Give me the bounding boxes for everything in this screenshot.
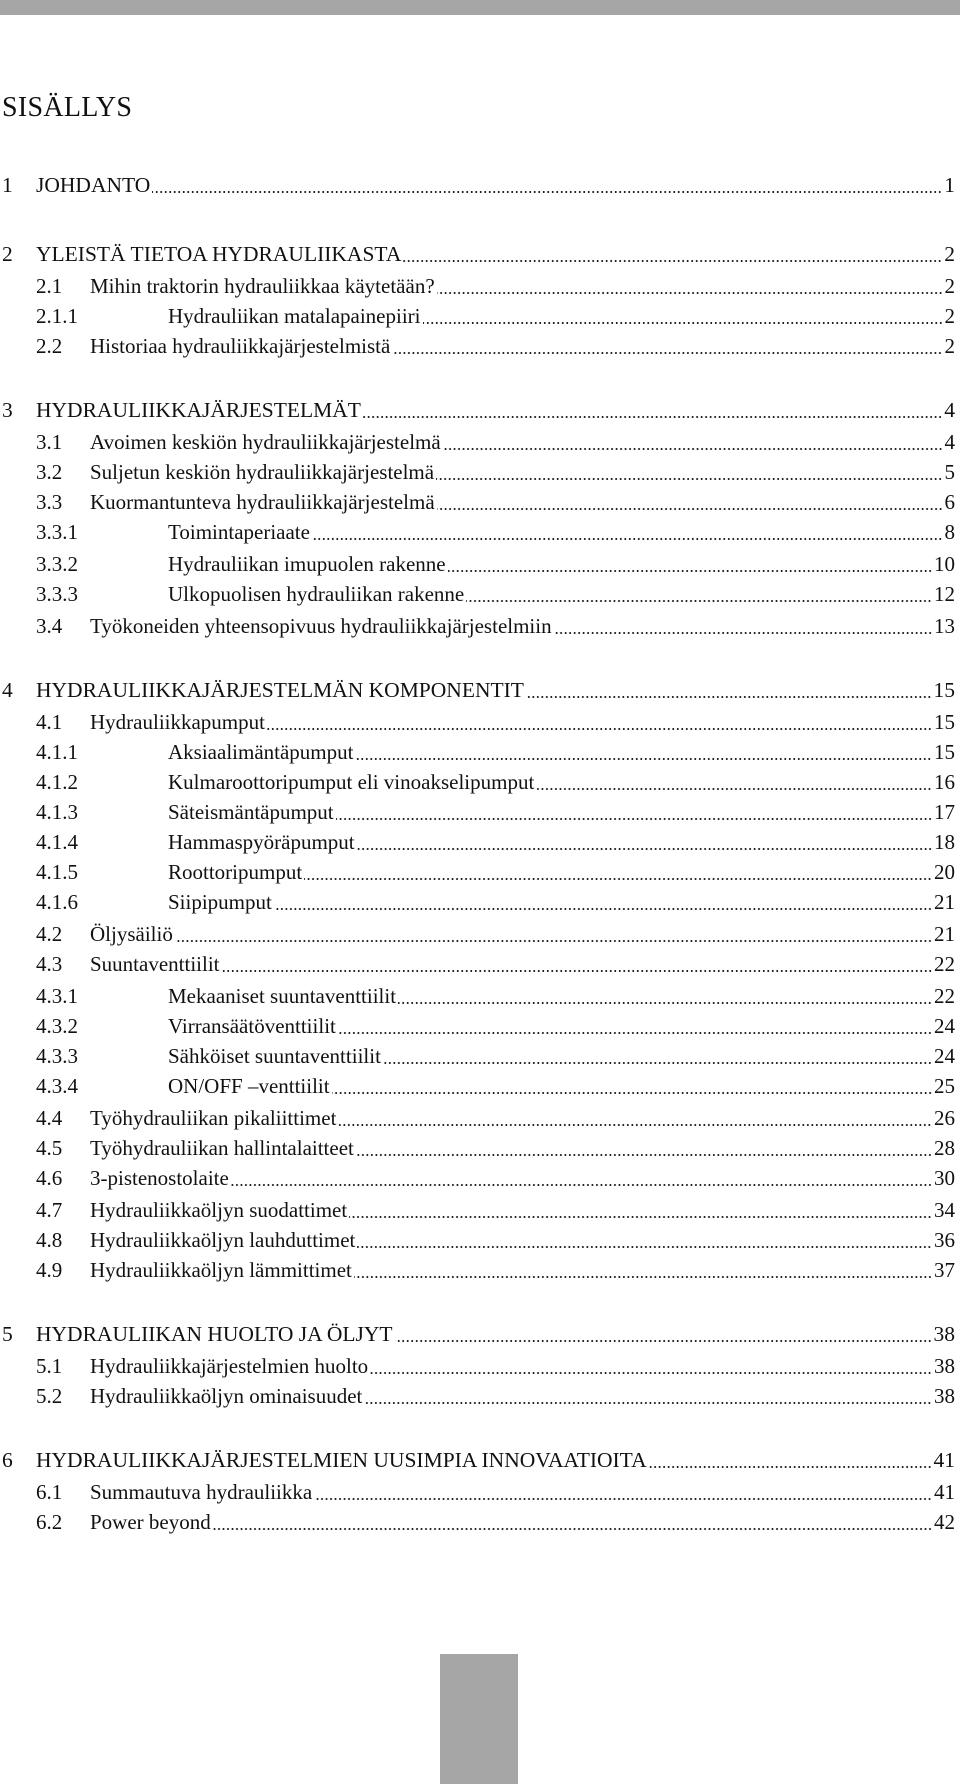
toc-entry[interactable]: [0, 920, 960, 948]
toc-dot-leader: [437, 508, 943, 510]
toc-entry-title: 3-pistenostolaite: [90, 1166, 229, 1190]
toc-entry[interactable]: [0, 828, 960, 856]
toc-entry-page: 30: [934, 1166, 955, 1190]
toc-entry-title: Siipipumput: [168, 890, 272, 914]
toc-dot-leader: [398, 1002, 932, 1004]
toc-entry-page: 8: [944, 520, 955, 544]
toc-dot-leader: [349, 1216, 932, 1218]
toc-entry-number: 2: [2, 242, 13, 266]
toc-dot-leader: [152, 191, 942, 193]
toc-entry[interactable]: [0, 1196, 960, 1224]
toc-entry-title: Hydrauliikan matalapainepiiri: [168, 304, 421, 328]
toc-dot-leader: [357, 848, 932, 850]
toc-entry-title: Hydrauliikkaöljyn suodattimet: [90, 1198, 348, 1222]
toc-entry-page: 24: [934, 1044, 955, 1068]
page-title: SISÄLLYS: [2, 92, 133, 123]
toc-entry-number: 4.1.4: [36, 830, 78, 854]
toc-entry-number: 3.3.2: [36, 552, 78, 576]
toc-entry-number: 3.2: [36, 460, 63, 484]
toc-entry[interactable]: [0, 302, 960, 330]
toc-entry-number: 3: [2, 398, 13, 422]
toc-entry-number: 5.2: [36, 1384, 63, 1408]
toc-dot-leader: [443, 448, 943, 450]
toc-dot-leader: [370, 1372, 932, 1374]
toc-entry-page: 2: [944, 274, 955, 298]
toc-entry-number: 3.4: [36, 614, 63, 638]
toc-entry-number: 6: [2, 1448, 13, 1472]
toc-entry-title: Öljysäiliö: [90, 922, 173, 946]
toc-entry-page: 15: [933, 678, 955, 702]
toc-dot-leader: [356, 1154, 932, 1156]
toc-entry[interactable]: [0, 1072, 960, 1100]
toc-entry-title: Kulmaroottoripumput eli vinoakselipumput: [168, 770, 535, 794]
toc-entry-number: 4.2: [36, 922, 63, 946]
toc-entry-number: 2.1.1: [36, 304, 78, 328]
toc-dot-leader: [536, 788, 932, 790]
toc-entry-title: Roottoripumput: [168, 860, 303, 884]
toc-entry-page: 41: [934, 1480, 955, 1504]
toc-entry[interactable]: [0, 240, 960, 268]
toc-entry-title: Hydrauliikkaöljyn lämmittimet: [90, 1258, 352, 1282]
toc-entry-title: Toimintaperiaate: [168, 520, 310, 544]
toc-entry[interactable]: [0, 1446, 960, 1474]
toc-entry-number: 4.3.2: [36, 1014, 78, 1038]
toc-dot-leader: [338, 1124, 932, 1126]
page-number-tab: [440, 1654, 518, 1784]
toc-entry[interactable]: [0, 396, 960, 424]
toc-entry-number: 4.3.3: [36, 1044, 78, 1068]
toc-entry-page: 34: [934, 1198, 955, 1222]
toc-entry-page: 36: [934, 1228, 955, 1252]
toc-entry-number: 4.6: [36, 1166, 63, 1190]
toc-entry-page: 24: [934, 1014, 955, 1038]
toc-dot-leader: [175, 940, 932, 942]
toc-dot-leader: [392, 352, 942, 354]
toc-entry-number: 4.5: [36, 1136, 63, 1160]
toc-entry-number: 4.1: [36, 710, 63, 734]
toc-entry-page: 38: [934, 1384, 955, 1408]
toc-entry-title: Mihin traktorin hydrauliikkaa käytetään?: [90, 274, 435, 298]
toc-entry[interactable]: [0, 612, 960, 640]
toc-entry-page: 4: [944, 430, 955, 454]
toc-entry[interactable]: [0, 1352, 960, 1380]
toc-entry-number: 4.9: [36, 1258, 63, 1282]
toc-entry-page: 41: [933, 1448, 955, 1472]
toc-entry-page: 6: [944, 490, 955, 514]
toc-entry-number: 2.2: [36, 334, 63, 358]
toc-dot-leader: [383, 1062, 932, 1064]
toc-entry-number: 4.7: [36, 1198, 63, 1222]
toc-dot-leader: [267, 728, 932, 730]
toc-entry-number: 3.3.1: [36, 520, 78, 544]
toc-entry-title: HYDRAULIIKKAJÄRJESTELMÄT: [36, 398, 361, 422]
toc-entry[interactable]: [0, 1104, 960, 1132]
toc-entry-page: 18: [934, 830, 955, 854]
toc-entry-number: 4.1.2: [36, 770, 78, 794]
toc-entry[interactable]: [0, 950, 960, 978]
toc-entry-number: 3.3: [36, 490, 63, 514]
toc-entry-page: 37: [934, 1258, 955, 1282]
toc-entry[interactable]: [0, 1320, 960, 1348]
toc-entry-title: Avoimen keskiön hydrauliikkajärjestelmä: [90, 430, 441, 454]
toc-entry-page: 21: [934, 922, 955, 946]
toc-entry[interactable]: [0, 1226, 960, 1254]
toc-dot-leader: [338, 1032, 932, 1034]
toc-entry-title: Virransäätöventtiilit: [168, 1014, 336, 1038]
toc-dot-leader: [364, 1402, 932, 1404]
toc-entry-title: Sähköiset suuntaventtiilit: [168, 1044, 381, 1068]
toc-entry[interactable]: [0, 676, 960, 704]
toc-dot-leader: [423, 322, 943, 324]
toc-dot-leader: [649, 1466, 932, 1468]
toc-entry-title: JOHDANTO: [36, 173, 151, 197]
toc-entry-page: 15: [934, 710, 955, 734]
toc-entry-number: 4.1.3: [36, 800, 78, 824]
toc-entry-title: Työhydrauliikan pikaliittimet: [90, 1106, 337, 1130]
toc-entry-number: 3.1: [36, 430, 63, 454]
toc-dot-leader: [355, 758, 932, 760]
toc-dot-leader: [466, 600, 932, 602]
toc-entry-number: 4: [2, 678, 13, 702]
toc-dot-leader: [332, 1092, 932, 1094]
toc-dot-leader: [554, 632, 932, 634]
toc-dot-leader: [304, 878, 932, 880]
toc-entry-page: 10: [934, 552, 955, 576]
toc-entry-page: 5: [944, 460, 955, 484]
toc-entry-number: 5.1: [36, 1354, 63, 1378]
toc-entry[interactable]: [0, 738, 960, 766]
toc-entry-page: 2: [944, 304, 955, 328]
toc-dot-leader: [336, 818, 932, 820]
toc-entry[interactable]: [0, 518, 960, 546]
toc-entry-page: 25: [934, 1074, 955, 1098]
toc-entry[interactable]: [0, 488, 960, 516]
toc-dot-leader: [436, 478, 942, 480]
toc-entry-page: 22: [934, 984, 955, 1008]
toc-entry-page: 28: [934, 1136, 955, 1160]
toc-entry-title: Kuormantunteva hydrauliikkajärjestelmä: [90, 490, 435, 514]
toc-dot-leader: [274, 908, 932, 910]
toc-entry-title: Säteismäntäpumput: [168, 800, 334, 824]
toc-entry-number: 4.3.4: [36, 1074, 78, 1098]
toc-entry-title: Power beyond: [90, 1510, 211, 1534]
toc-entry-number: 5: [2, 1322, 13, 1346]
toc-dot-leader: [213, 1528, 932, 1530]
toc-entry-number: 4.8: [36, 1228, 63, 1252]
toc-dot-leader: [395, 1340, 932, 1342]
toc-entry-page: 17: [934, 800, 955, 824]
toc-entry-title: Hydrauliikkaöljyn ominaisuudet: [90, 1384, 363, 1408]
toc-dot-leader: [437, 292, 943, 294]
toc-entry[interactable]: [0, 550, 960, 578]
toc-entry-page: 42: [934, 1510, 955, 1534]
toc-entry-number: 4.1.1: [36, 740, 78, 764]
toc-entry-title: Hydrauliikkajärjestelmien huolto: [90, 1354, 369, 1378]
toc-entry[interactable]: [0, 1164, 960, 1192]
toc-entry-title: HYDRAULIIKAN HUOLTO JA ÖLJYT: [36, 1322, 393, 1346]
toc-entry-title: Hydrauliikkaöljyn lauhduttimet: [90, 1228, 356, 1252]
toc-dot-leader: [363, 416, 942, 418]
toc-entry-title: ON/OFF –venttiilit: [168, 1074, 330, 1098]
toc-entry-title: Hydrauliikan imupuolen rakenne: [168, 552, 446, 576]
toc-entry-title: Työhydrauliikan hallintalaitteet: [90, 1136, 354, 1160]
toc-entry[interactable]: [0, 428, 960, 456]
toc-entry-title: Aksiaalimäntäpumput: [168, 740, 354, 764]
toc-entry-page: 4: [944, 398, 955, 422]
toc-dot-leader: [354, 1276, 932, 1278]
toc-entry-title: Hydrauliikkapumput: [90, 710, 265, 734]
toc-entry-number: 4.4: [36, 1106, 63, 1130]
toc-dot-leader: [448, 570, 932, 572]
toc-entry[interactable]: [0, 982, 960, 1010]
toc-entry-number: 4.1.5: [36, 860, 78, 884]
toc-entry-number: 2.1: [36, 274, 63, 298]
toc-entry-title: Mekaaniset suuntaventtiilit: [168, 984, 397, 1008]
toc-entry[interactable]: [0, 1382, 960, 1410]
toc-entry[interactable]: [0, 1256, 960, 1284]
toc-entry[interactable]: [0, 1134, 960, 1162]
toc-dot-leader: [231, 1184, 932, 1186]
toc-entry-number: 1: [2, 173, 13, 197]
toc-entry-page: 26: [934, 1106, 955, 1130]
toc-entry-title: Työkoneiden yhteensopivuus hydrauliikkajärjestelmiin: [90, 614, 552, 638]
toc-entry-page: 1: [944, 173, 955, 197]
toc-entry[interactable]: [0, 768, 960, 796]
toc-entry[interactable]: [0, 1042, 960, 1070]
toc-entry[interactable]: [0, 708, 960, 736]
toc-entry[interactable]: [0, 580, 960, 608]
toc-entry-number: 4.1.6: [36, 890, 78, 914]
toc-entry-title: Suuntaventtiilit: [90, 952, 220, 976]
toc-entry-title: Ulkopuolisen hydrauliikan rakenne: [168, 582, 465, 606]
toc-entry-page: 38: [934, 1354, 955, 1378]
toc-entry-page: 2: [944, 242, 955, 266]
toc-entry[interactable]: [0, 1508, 960, 1536]
toc-entry-number: 6.2: [36, 1510, 63, 1534]
toc-entry-number: 4.3.1: [36, 984, 78, 1008]
toc-entry-page: 15: [934, 740, 955, 764]
toc-entry[interactable]: [0, 798, 960, 826]
toc-entry-title: Historiaa hydrauliikkajärjestelmistä: [90, 334, 391, 358]
toc-entry-number: 4.3: [36, 952, 63, 976]
toc-entry[interactable]: [0, 171, 960, 199]
toc-entry-number: 3.3.3: [36, 582, 78, 606]
toc-entry[interactable]: [0, 858, 960, 886]
toc-dot-leader: [357, 1246, 932, 1248]
toc-entry-page: 20: [934, 860, 955, 884]
toc-entry-title: Hammaspyöräpumput: [168, 830, 355, 854]
toc-entry-page: 16: [934, 770, 955, 794]
toc-dot-leader: [403, 260, 942, 262]
toc-entry-number: 6.1: [36, 1480, 63, 1504]
toc-entry-title: Suljetun keskiön hydrauliikkajärjestelmä: [90, 460, 435, 484]
toc-entry[interactable]: [0, 1478, 960, 1506]
toc-entry[interactable]: [0, 1012, 960, 1040]
toc-entry[interactable]: [0, 332, 960, 360]
toc-entry-page: 13: [934, 614, 955, 638]
toc-dot-leader: [526, 696, 932, 698]
toc-entry[interactable]: [0, 272, 960, 300]
toc-dot-leader: [314, 1498, 932, 1500]
toc-dot-leader: [222, 970, 933, 972]
toc-entry-page: 12: [934, 582, 955, 606]
toc-entry[interactable]: [0, 888, 960, 916]
toc-entry-title: HYDRAULIIKKAJÄRJESTELMIEN UUSIMPIA INNOVAATIOITA: [36, 1448, 647, 1472]
toc-entry-title: HYDRAULIIKKAJÄRJESTELMÄN KOMPONENTIT: [36, 678, 524, 702]
toc-entry[interactable]: [0, 458, 960, 486]
toc-dot-leader: [312, 538, 943, 540]
toc-entry-title: YLEISTÄ TIETOA HYDRAULIIKASTA: [36, 242, 402, 266]
toc-entry-page: 2: [944, 334, 955, 358]
toc-entry-title: Summautuva hydrauliikka: [90, 1480, 313, 1504]
toc-entry-page: 38: [933, 1322, 955, 1346]
toc-entry-page: 22: [934, 952, 955, 976]
toc-entry-page: 21: [934, 890, 955, 914]
